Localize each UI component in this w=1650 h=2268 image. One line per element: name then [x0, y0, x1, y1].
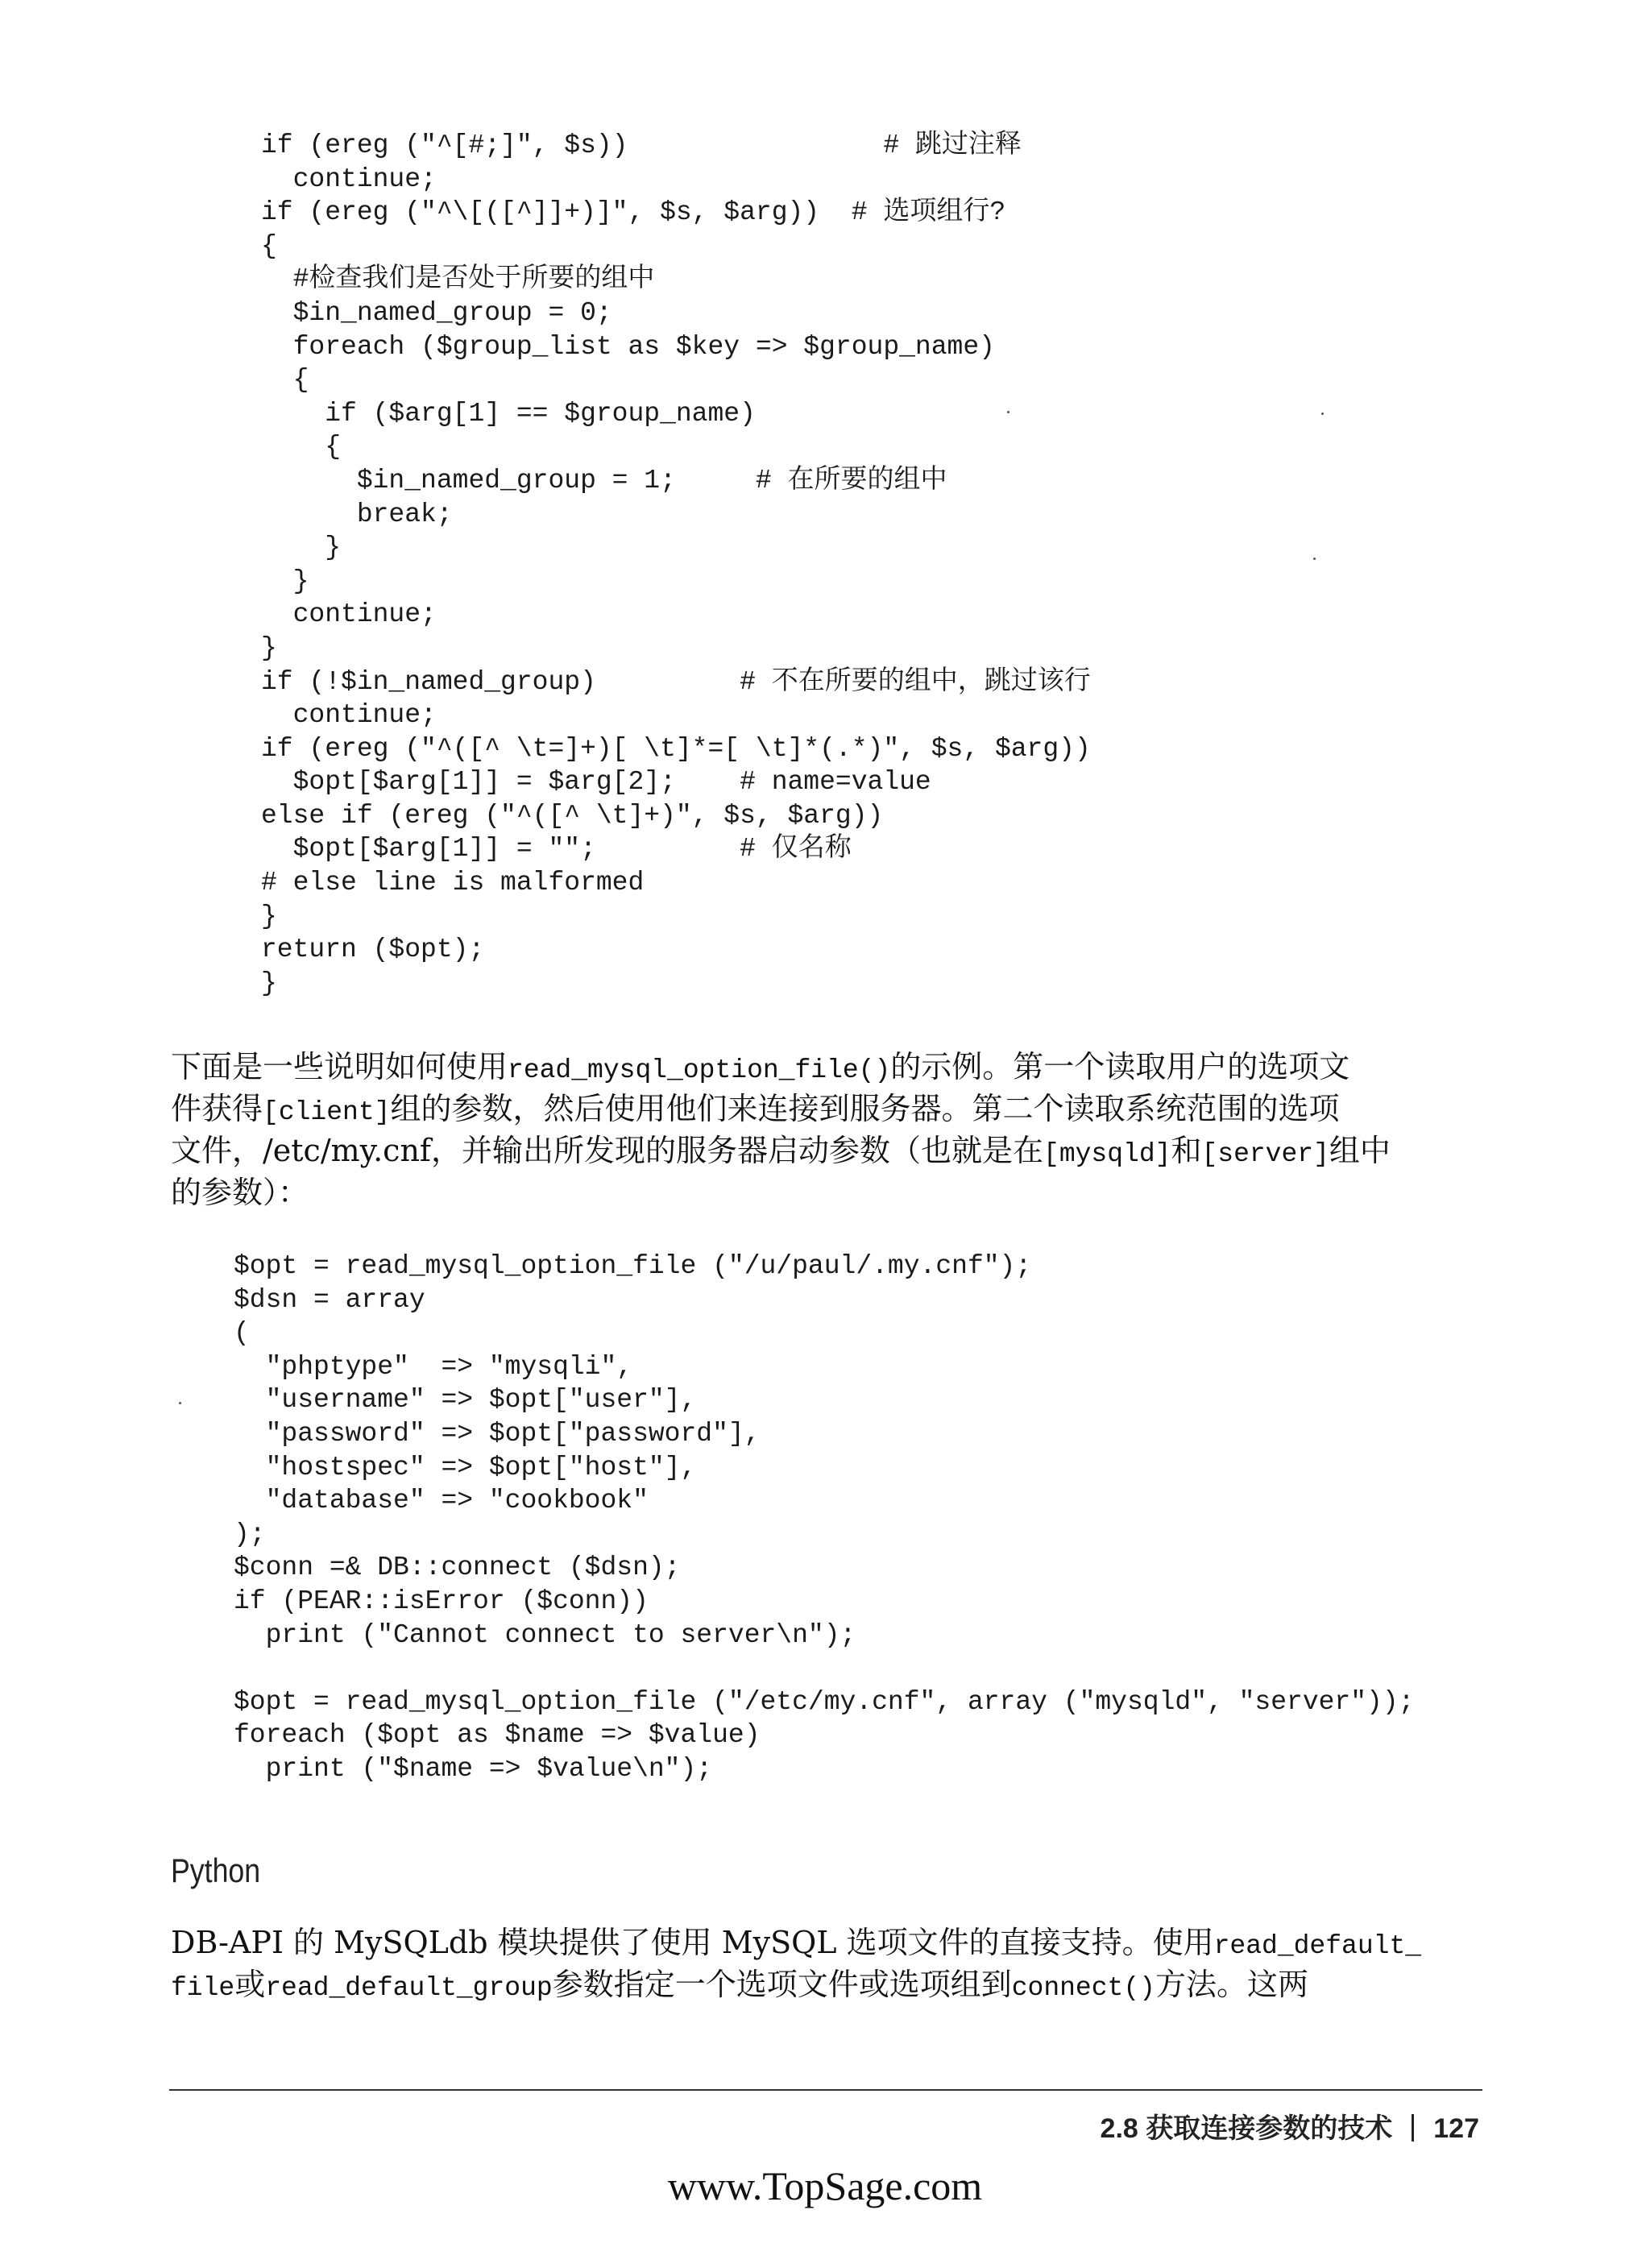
- code-line: foreach ($opt as $name => $value): [234, 1720, 761, 1751]
- code-line: $conn =& DB::connect ($dsn);: [234, 1553, 681, 1583]
- code-line: "database" => "cookbook": [234, 1486, 649, 1516]
- code-line: #检查我们是否处于所要的组中: [261, 264, 655, 295]
- code-line: print ("$name => $value\n");: [234, 1753, 713, 1784]
- code-line: {: [261, 365, 309, 396]
- paragraph-line: 文件，/etc/my.cnf，并输出所发现的服务器启动参数（也就是在[mysqld]和[server]组中: [171, 1133, 1391, 1169]
- inline-code: file: [171, 1973, 235, 2003]
- inline-code: [client]: [263, 1097, 391, 1127]
- paragraph-line: 的参数）：: [171, 1175, 309, 1210]
- footer-separator: [1412, 2114, 1414, 2142]
- code-line: return ($opt);: [261, 935, 485, 965]
- code-line: }: [261, 533, 342, 563]
- code-line: break;: [261, 499, 453, 529]
- paragraph-python-intro: [171, 1922, 1460, 2005]
- code-line: }: [261, 968, 277, 998]
- inline-code: [server]: [1201, 1139, 1329, 1169]
- code-line: if (ereg ("^([^ \t=]+)[ \t]*=[ \t]*(.*)", $s, $arg)): [261, 733, 1091, 764]
- paragraph-line: DB-API 的 MySQLdb 模块提供了使用 MySQL 选项文件的直接支持。使用read_default_: [171, 1925, 1422, 1961]
- code-line: $opt = read_mysql_option_file ("/u/paul/.my.cnf");: [234, 1251, 1032, 1281]
- scan-speck: [1321, 413, 1324, 415]
- code-line: foreach ($group_list as $key => $group_name): [261, 331, 995, 362]
- code-block-read-option-file: [261, 129, 1091, 1000]
- code-line: "hostspec" => $opt["host"],: [234, 1452, 697, 1482]
- code-line: print ("Cannot connect to server\n");: [234, 1619, 856, 1650]
- code-line: {: [261, 432, 342, 462]
- code-line: "username" => $opt["user"],: [234, 1385, 697, 1416]
- inline-code: [mysqld]: [1043, 1139, 1171, 1169]
- code-line: }: [261, 632, 277, 663]
- code-block-php-examples: [234, 1250, 1414, 1786]
- inline-code: connect(): [1011, 1973, 1155, 2003]
- code-line: $dsn = array: [234, 1284, 425, 1315]
- paragraph-line: file或read_default_group参数指定一个选项文件或选项组到connect()方法。这两: [171, 1967, 1308, 2003]
- code-line: $opt[$arg[1]] = $arg[2]; # name=value: [261, 767, 931, 798]
- code-line: }: [261, 901, 277, 931]
- paragraph-line: 下面是一些说明如何使用read_mysql_option_file()的示例。第一个读取用户的选项文: [171, 1049, 1350, 1085]
- code-line: continue;: [261, 164, 437, 194]
- code-line: "phptype" => "mysqli",: [234, 1351, 633, 1382]
- code-line: if (ereg ("^[#;]", $s)) # 跳过注释: [261, 131, 1022, 160]
- code-line: continue;: [261, 700, 437, 731]
- watermark-url: www.TopSage.com: [667, 2163, 983, 2208]
- code-line: );: [234, 1519, 266, 1549]
- code-line: if (PEAR::isError ($conn)): [234, 1586, 649, 1616]
- footer-section-title: 2.8 获取连接参数的技术: [1100, 2113, 1393, 2144]
- code-line: [234, 1652, 1414, 1685]
- scan-speck: [1313, 558, 1316, 560]
- section-heading: Python: [171, 1851, 261, 1889]
- running-footer: [1101, 2106, 1479, 2146]
- code-line: continue;: [261, 599, 437, 630]
- code-line: $opt[$arg[1]] = ""; # 仅名称: [261, 834, 852, 864]
- code-line: $opt = read_mysql_option_file ("/etc/my.cnf", array ("mysqld", "server"));: [234, 1686, 1415, 1717]
- code-line: if (ereg ("^\[([^]]+)]", $s, $arg)) # 选项组行?: [261, 197, 1006, 228]
- code-line: }: [261, 566, 309, 596]
- code-line: if ($arg[1] == $group_name): [261, 398, 756, 429]
- inline-code: read_default_group: [265, 1973, 553, 2003]
- code-line: else if (ereg ("^([^ \t]+)", $s, $arg)): [261, 800, 884, 831]
- code-line: # else line is malformed: [261, 868, 645, 898]
- code-line: "password" => $opt["password"],: [234, 1418, 761, 1449]
- scan-speck: [1007, 411, 1009, 413]
- code-line: {: [261, 230, 277, 261]
- page-number: 127: [1433, 2113, 1479, 2144]
- scan-speck: [179, 1402, 181, 1404]
- paragraph-usage-examples: [171, 1046, 1460, 1213]
- inline-code: read_mysql_option_file(): [508, 1055, 891, 1085]
- paragraph-line: 件获得[client]组的参数，然后使用他们来连接到服务器。第二个读取系统范围的选项: [171, 1091, 1340, 1127]
- code-line: (: [234, 1318, 250, 1349]
- code-line: $in_named_group = 0;: [261, 297, 612, 328]
- code-line: $in_named_group = 1; # 在所要的组中: [261, 465, 947, 495]
- footer-rule: [169, 2089, 1482, 2091]
- code-line: if (!$in_named_group) # 不在所要的组中，跳过该行: [261, 666, 1091, 697]
- inline-code: read_default_: [1213, 1931, 1422, 1961]
